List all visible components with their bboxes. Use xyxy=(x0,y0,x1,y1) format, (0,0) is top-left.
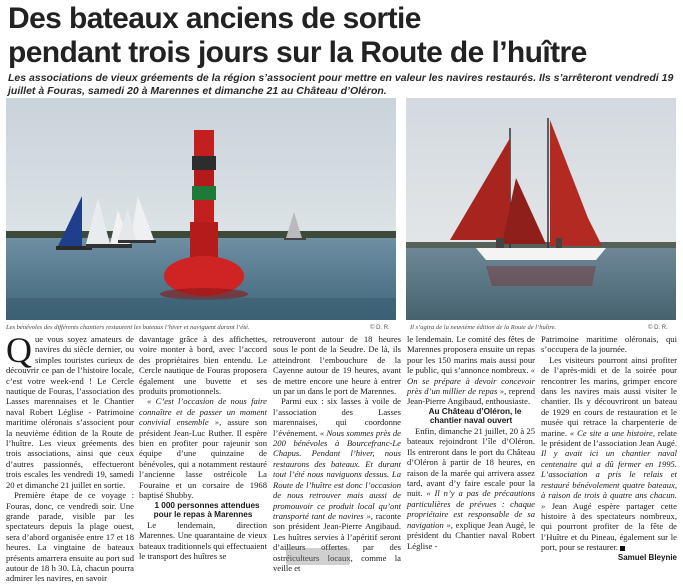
headline-line-2: pendant trois jours sur la Route de l’huître xyxy=(8,36,587,69)
paragraph: Patrimoine maritime oléronais, qui s’occupera de la journée. xyxy=(541,334,677,355)
photo-red-sailboat xyxy=(406,98,676,320)
drop-cap: Q xyxy=(6,330,32,370)
viewer-toolbar[interactable] xyxy=(286,548,350,565)
text-column-1 xyxy=(6,330,134,584)
paragraph: Les visiteurs pourront ainsi profiter de l’après-midi et de la soirée pour rencontrer les marins, grimper encore dans les navires mais aussi visiter le chantier. Ils y découvriront un bateau de 1929 en cours de restauration et le musée qui retrace la charpenterie de marine. « Ce site a une histoire, relate le président de l’association Jean Augé. Il y avait ici un chantier naval centenaire qui a dû fermer en 1995. L’association a pris le relais et restauré bénévolement quatre bateaux, à raison de trois à quatre ans chacun. » Jean Augé espère partager cette histoire à des spectateurs nombreux, qui pourront profiter de la fête de l’Huître et du Pineau, également sur le port, pour se restaurer. xyxy=(541,354,677,553)
subheading: 1 000 personnes attendues pour le repas à Marennes xyxy=(153,500,260,520)
author-signature: Samuel Bleynie xyxy=(617,552,677,562)
paragraph: Première étape de ce voyage : Fouras, donc, ce vendredi soir. Une grande parade, visible par les spectateurs depuis la plage ouest, sera d’abord organisée entre 17 et 18 heures. La vingtaine de bateaux présents amarrera ensuite au port sud autour de 18 h 30. Là, chacun pourra admirer les navires, en savoir xyxy=(6,490,134,584)
headline-line-1: Des bateaux anciens de sortie xyxy=(8,2,421,35)
text-column-4 xyxy=(407,334,535,551)
photo-buoy-sailboats xyxy=(6,98,396,320)
paragraph: Le lendemain, direction Marennes. Une quarantaine de vieux bateaux traditionnels qui effectuaient le transport des huîtres se xyxy=(139,519,267,561)
paragraph: Enfin, dimanche 21 juillet, 20 à 25 bateaux rejoindront l’île d’Oléron. Ils entreront dans le port du Château d’Oléron à partir de 18 heures, en raison de la marée qui arrivera assez tard, avant d’y faire escale pour la nuit. « Il n’y a pas de précautions particulières de prévues : chaque propriétaire est responsable de sa navigation », explique Jean Augé, le président du Chantier naval Robert Léglise - xyxy=(407,426,535,551)
photo-left-credit: © D. R. xyxy=(370,325,390,331)
photo-left-caption: Les bénévoles des différents chantiers restaurent les bateaux l’hiver et naviguent durant l’été. xyxy=(6,324,250,331)
text-column-5 xyxy=(541,334,677,563)
paragraph: Parmi eux : six lasses à voile de l’association des Lasses marennaises, qui coordonne l’événement. « Nous sommes près de 200 bénévoles à Bourcefranc-Le Chapus. Pendant l’hiver, nous restaurons des bateaux. Et durant tout l’été nous naviguons dessus. La Route de l’huître est donc l’occasion de nous retrouver mais aussi de promouvoir ce produit local qu’ont transporté tant de navires », raconte son président Jean-Pierre Angibaud. Les huîtres servies à l’apéritif seront d’ailleurs offertes par des ostréiculteurs locaux, comme la veille et xyxy=(273,396,401,573)
text-column-3 xyxy=(273,334,401,573)
paragraph-intro: Que vous soyez amateurs de navires du siècle dernier, ou simples touristes curieux de découvrir ce pan de l’histoire locale, c’est votre week-end ! Le Cercle nautique de Fouras, l’association des Lasses marennaises et le Chantier naval Robert Léglise - Patrimoine maritime oléronais s’associent pour la neuvième édition de la Route de l’huître. Les vieux gréements des trois associations, ainsi que ceux d’autres passionnés, effectueront trois escales les vendredi 19, samedi 20 et dimanche 21 juillet en sortie. xyxy=(6,330,134,490)
paragraph: le lendemain. Le comité des fêtes de Marennes proposera ensuite un repas pour les 150 marins mais aussi pour le public, qui s’annonce nombreux. « On se prépare à devoir concevoir près d’un millier de repas », reprend Jean-Pierre Angibaud, enthousiaste. xyxy=(407,334,535,407)
headline xyxy=(8,2,680,70)
photo-right-caption: Il s’agira de la neuvième édition de la Route de l’huître. xyxy=(410,324,557,331)
standfirst: Les associations de vieux gréements de la région s’associent pour mettre en valeur les navires restaurés. Ils s’arrêteront vendredi 19 juillet à Fouras, samedi 20 à Marennes et dimanche 21 au Château d’Oléron. xyxy=(8,72,674,97)
subheading: Au Château d’Oléron, le chantier naval ouvert xyxy=(428,406,522,426)
paragraph: retrouveront autour de 18 heures sous le pont de la Seudre. De là, ils atteindront l’embouchure de la Cayenne autour de 19 heures, avant de mettre encore une heure à entrer un par un dans le port de Marennes. xyxy=(273,334,401,397)
paragraph: « C’est l’occasion de nous faire connaître et de passer un moment convivial ensemble », assure son président Jean-Luc Ruther. Il espère bien en profiter pour rajeunir son équipe d’une quinzaine de bénévoles, qui a notamment restauré l’ancienne lasse ostréicole La Fouraine et un corsaire de 1968 baptisé Shubby. xyxy=(139,396,267,501)
text-column-2 xyxy=(139,334,267,561)
photo-right-credit: © D. R. xyxy=(648,325,668,331)
paragraph: davantage grâce à des affichettes, voire monter à bord, avec l’accord des propriétaires bien entendu. Le Cercle nautique de Fouras proposera également une buvette et ses produits promotionnels. xyxy=(139,334,267,397)
end-mark xyxy=(620,546,625,551)
